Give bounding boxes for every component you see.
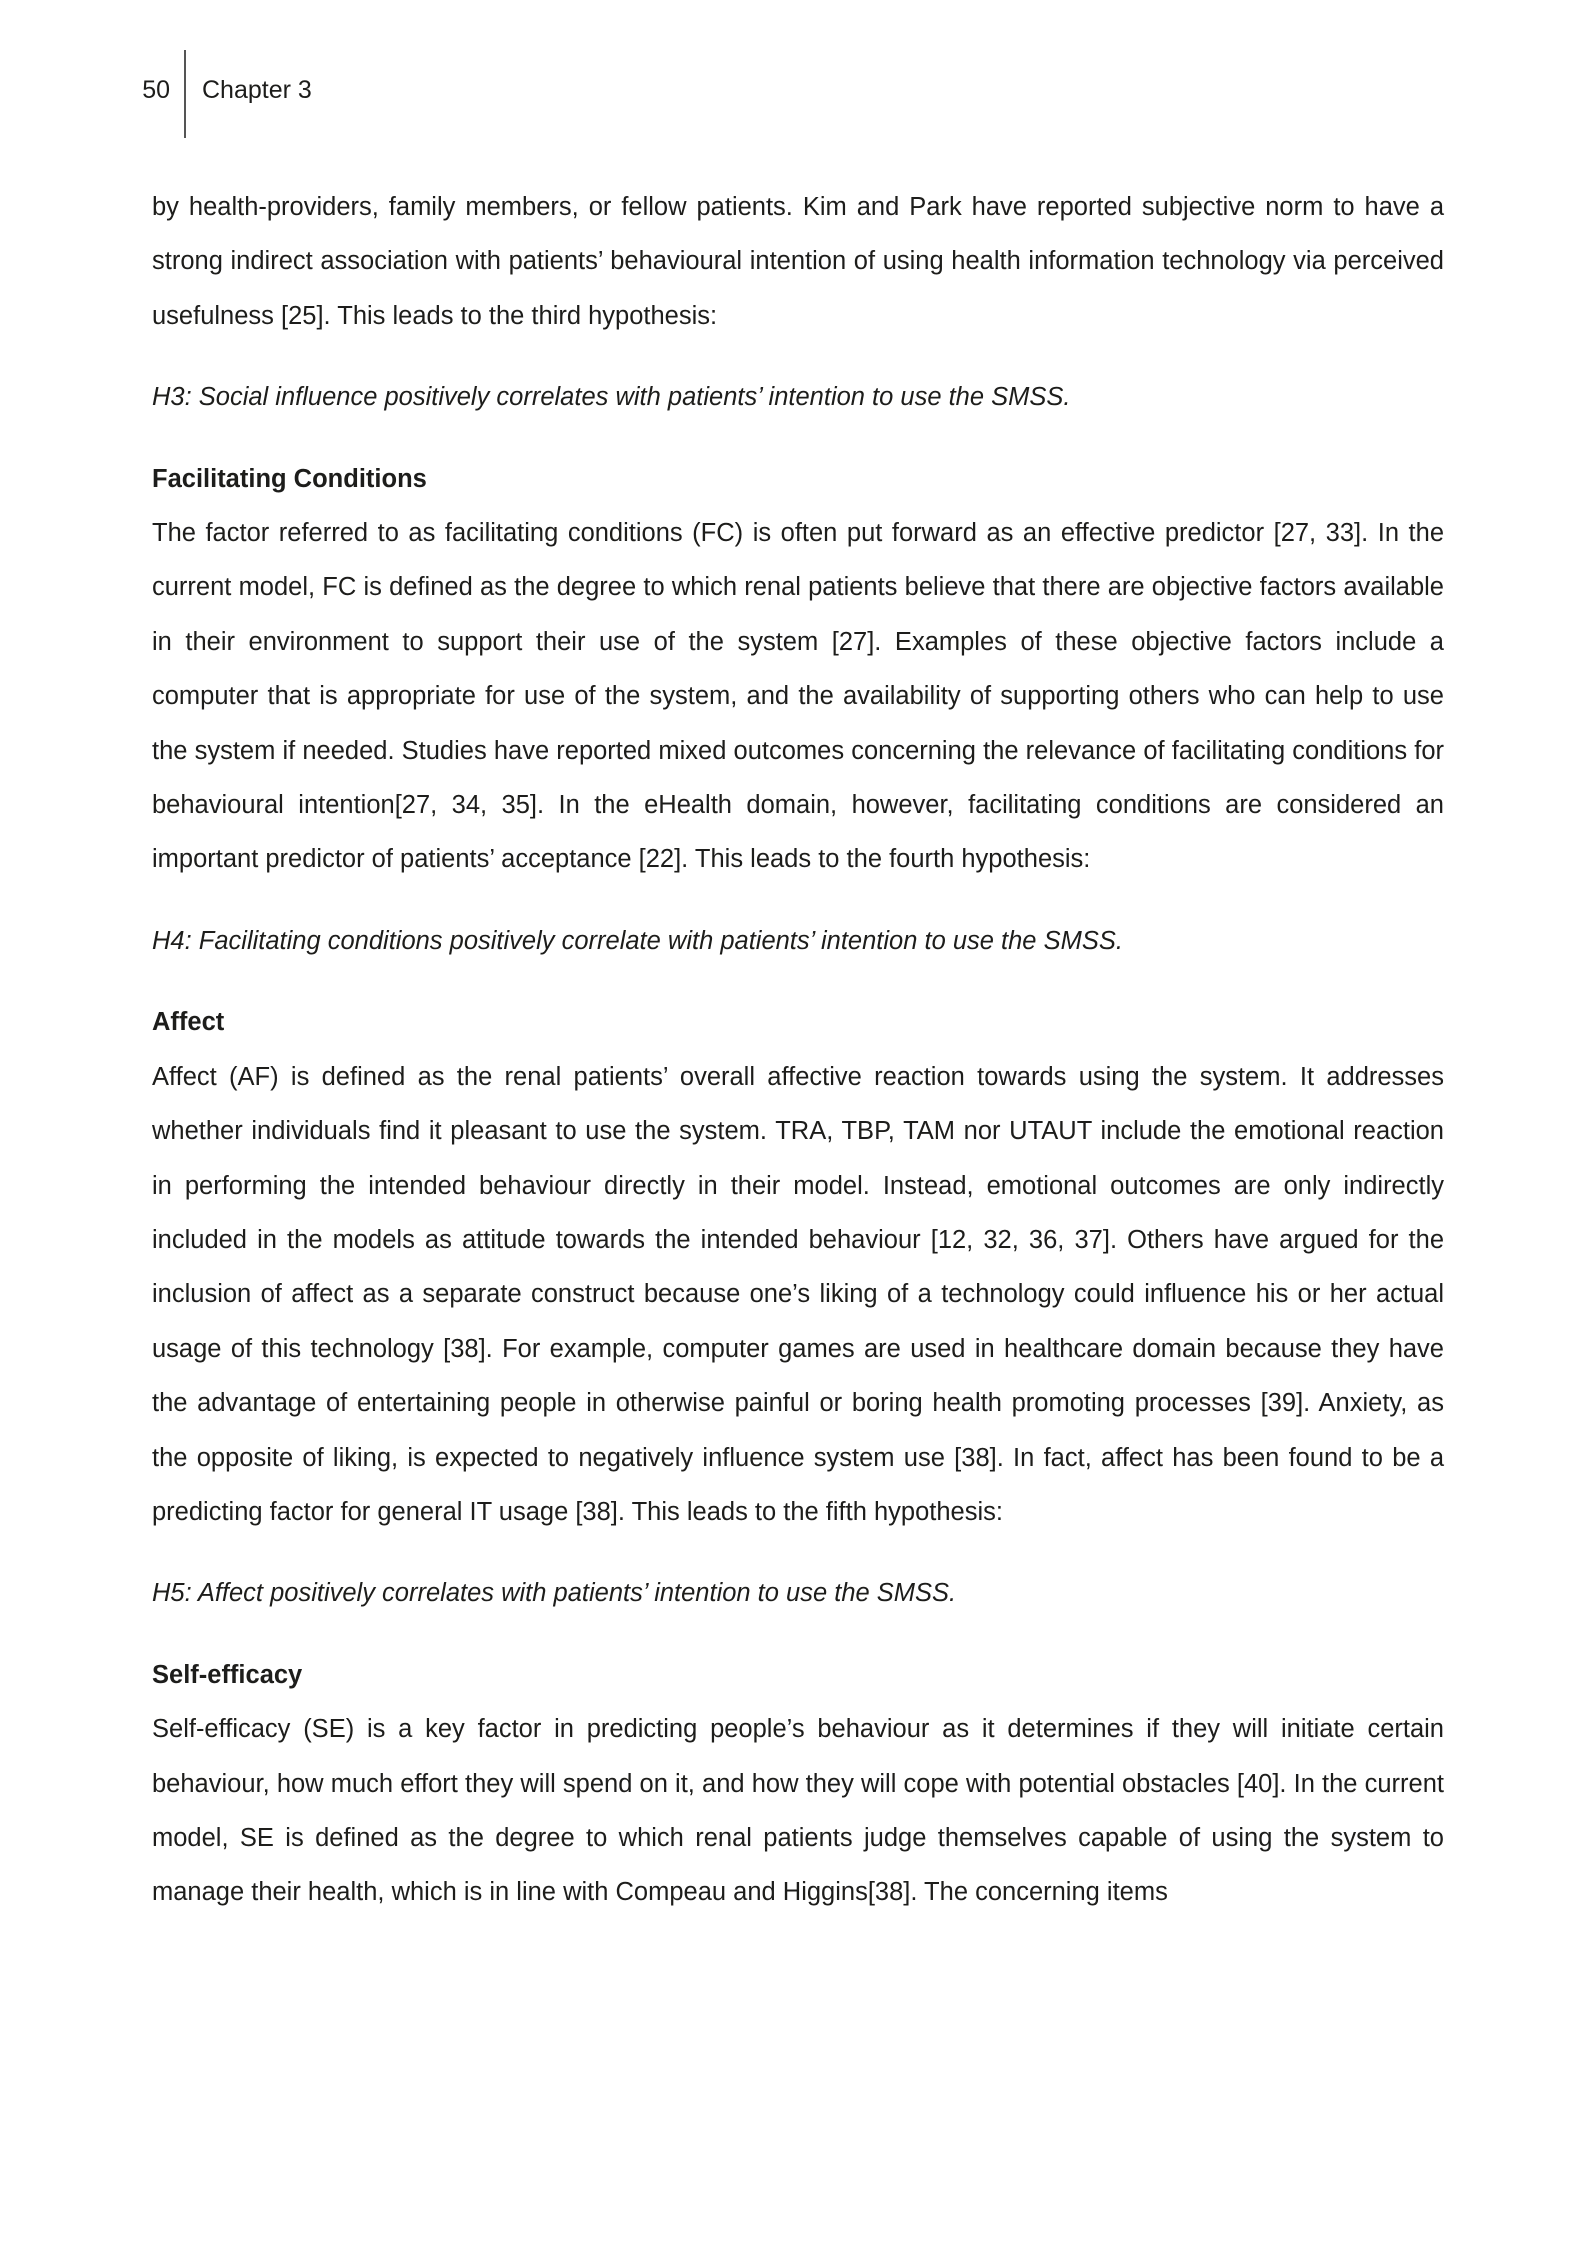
paragraph-affect: Affect (AF) is defined as the renal patients’ overall affective reaction towards using the system. It addresses whether individuals find it pleasant to use the system. TRA, TBP, TAM nor UTAUT include the emotional reaction in performing the intended behaviour directly in their model. Instead, emotional outcomes are only indirectly included in the models as attitude towards the intended behaviour [12, 32, 36, 37]. Others have argued for the inclusion of affect as a separate construct because one’s liking of a technology could influence his or her actual usage of this technology [38]. For example, computer games are used in healthcare domain because they have the advantage of entertaining people in otherwise painful or boring health promoting processes [39]. Anxiety, as the opposite of liking, is expected to negatively influence system use [38]. In fact, affect has been found to be a predicting factor for general IT usage [38]. This leads to the fifth hypothesis: [152,1062,1444,1526]
hypothesis-h3: H3: Social influence positively correlates with patients’ intention to use the SMSS. [152,383,1071,412]
page-body [152,180,1444,1920]
paragraph-social-influence-end: by health-providers, family members, or fellow patients. Kim and Park have reported subjective norm to have a strong indirect association with patients’ behavioural intention of using health information technology via perceived usefulness [25]. This leads to the third hypothesis: [152,193,1444,330]
paragraph-self-efficacy: Self-efficacy (SE) is a key factor in predicting people’s behaviour as it determines if they will initiate certain behaviour, how much effort they will spend on it, and how they will cope with potential obstacles [40]. In the current model, SE is defined as the degree to which renal patients judge themselves capable of using the system to manage their health, which is in line with Compeau and Higgins[38]. The concerning items [152,1715,1444,1907]
chapter-label: Chapter 3 [202,76,312,104]
section-heading-facilitating-conditions: Facilitating Conditions [152,464,427,493]
header-divider [184,50,186,138]
section-heading-self-efficacy: Self-efficacy [152,1660,303,1689]
running-head [0,50,1594,138]
page-number: 50 [142,76,170,104]
hypothesis-h4: H4: Facilitating conditions positively correlate with patients’ intention to use the SMSS. [152,926,1123,955]
paragraph-facilitating-conditions: The factor referred to as facilitating conditions (FC) is often put forward as an effective predictor [27, 33]. In the current model, FC is defined as the degree to which renal patients believe that there are objective factors available in their environment to support their use of the system [27]. Examples of these objective factors include a computer that is appropriate for use of the system, and the availability of supporting others who can help to use the system if needed. Studies have reported mixed outcomes concerning the relevance of facilitating conditions for behavioural intention[27, 34, 35]. In the eHealth domain, however, facilitating conditions are considered an important predictor of patients’ acceptance [22]. This leads to the fourth hypothesis: [152,519,1444,874]
hypothesis-h5: H5: Affect positively correlates with patients’ intention to use the SMSS. [152,1579,957,1608]
section-heading-affect: Affect [152,1008,225,1037]
